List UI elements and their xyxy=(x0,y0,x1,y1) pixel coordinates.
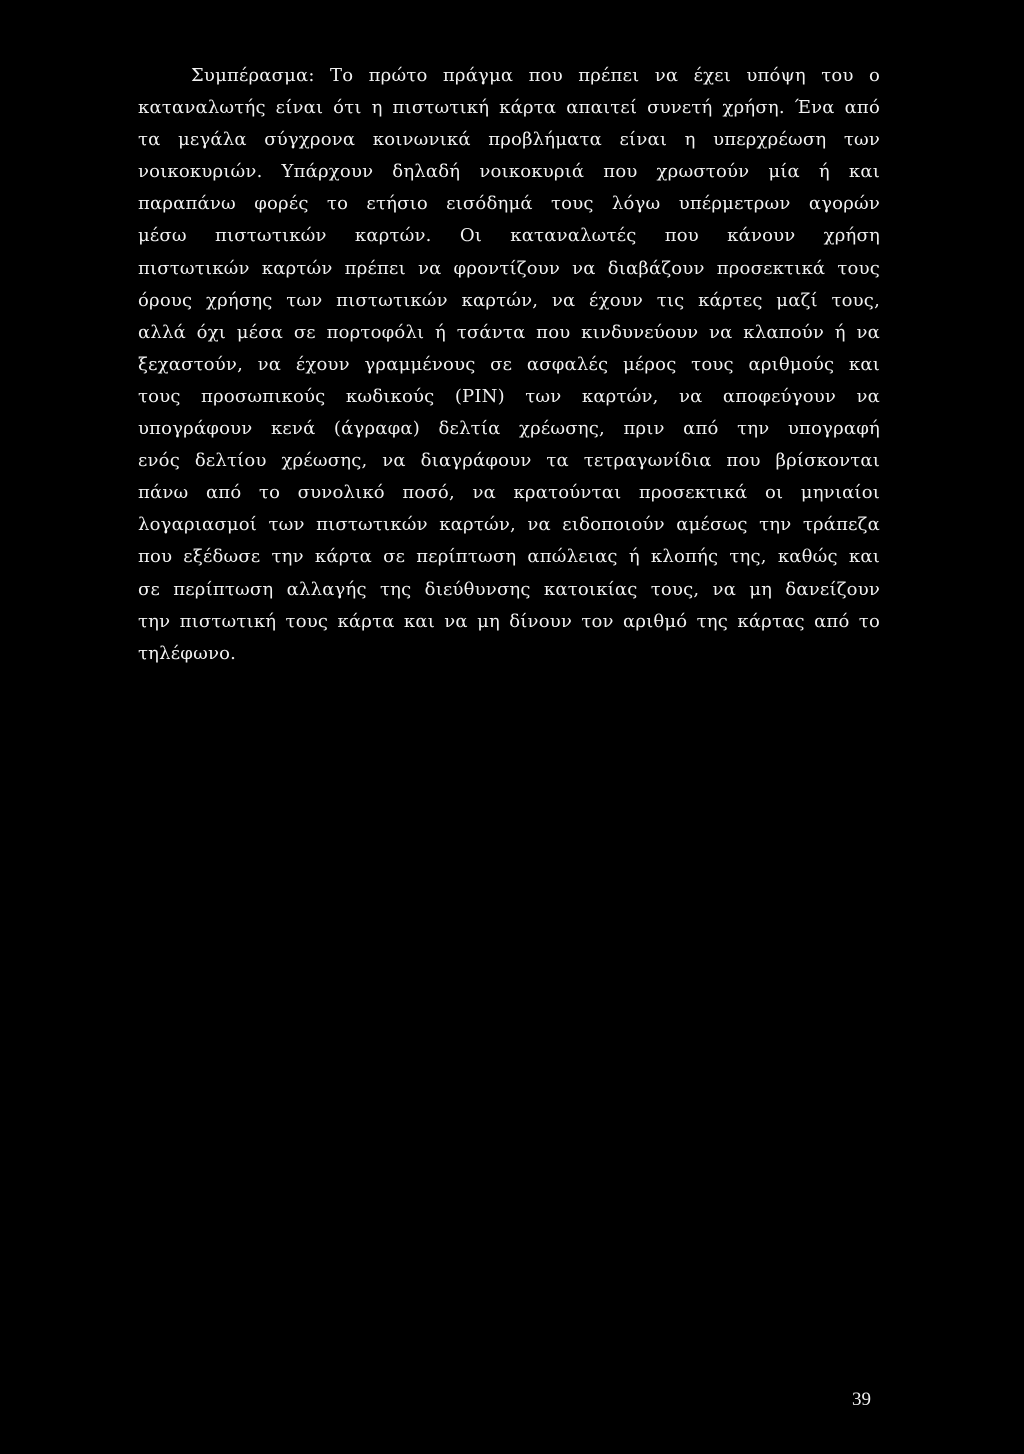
paragraph-line: τα μεγάλα σύγχρονα κοινωνικά προβλήματα είναι η υπερχρέωση των xyxy=(138,129,880,151)
paragraph-line: αλλά όχι μέσα σε πορτοφόλι ή τσάντα που κινδυνεύουν να κλαπούν ή να xyxy=(138,321,880,343)
paragraph-line: σε περίπτωση αλλαγής της διεύθυνσης κατοικίας τους, να μη δανείζουν xyxy=(138,578,880,600)
paragraph-line: τηλέφωνο. xyxy=(138,642,237,664)
paragraph-line: υπογράφουν κενά (άγραφα) δελτία χρέωσης, πριν από την υπογραφή xyxy=(138,418,880,440)
paragraph-line: ξεχαστούν, να έχουν γραμμένους σε ασφαλές μέρος τους αριθμούς και xyxy=(138,353,880,375)
paragraph-line: πάνω από το συνολικό ποσό, να κρατούνται προσεκτικά οι μηνιαίοι xyxy=(138,482,880,504)
paragraph-line: την πιστωτική τους κάρτα και να μη δίνουν τον αριθμό της κάρτας από το xyxy=(138,610,880,632)
paragraph-line: όρους χρήσης των πιστωτικών καρτών, να έχουν τις κάρτες μαζί τους, xyxy=(138,289,880,311)
paragraph-line: τους προσωπικούς κωδικούς (PIN) των καρτών, να αποφεύγουν να xyxy=(138,385,880,407)
paragraph-line: λογαριασμοί των πιστωτικών καρτών, να ειδοποιούν αμέσως την τράπεζα xyxy=(138,514,880,536)
paragraph-line: Συμπέρασμα: Το πρώτο πράγμα που πρέπει να έχει υπόψη του ο xyxy=(191,65,880,86)
paragraph-line: νοικοκυριών. Υπάρχουν δηλαδή νοικοκυριά που χρωστούν μία ή και xyxy=(138,161,880,183)
paragraph-line: καταναλωτής είναι ότι η πιστωτική κάρτα απαιτεί συνετή χρήση. Ένα από xyxy=(138,97,880,119)
body-paragraph xyxy=(138,60,880,670)
paragraph-line: ενός δελτίου χρέωσης, να διαγράφουν τα τετραγωνίδια που βρίσκονται xyxy=(138,450,880,472)
page-number: 39 xyxy=(852,1389,871,1410)
paragraph-line: παραπάνω φορές το ετήσιο εισόδημά τους λόγω υπέρμετρων αγορών xyxy=(138,193,880,215)
paragraph-line: που εξέδωσε την κάρτα σε περίπτωση απώλειας ή κλοπής της, καθώς και xyxy=(138,546,880,568)
paragraph-line: πιστωτικών καρτών πρέπει να φροντίζουν να διαβάζουν προσεκτικά τους xyxy=(138,257,880,279)
paragraph-line: μέσω πιστωτικών καρτών. Οι καταναλωτές που κάνουν χρήση xyxy=(138,225,880,247)
